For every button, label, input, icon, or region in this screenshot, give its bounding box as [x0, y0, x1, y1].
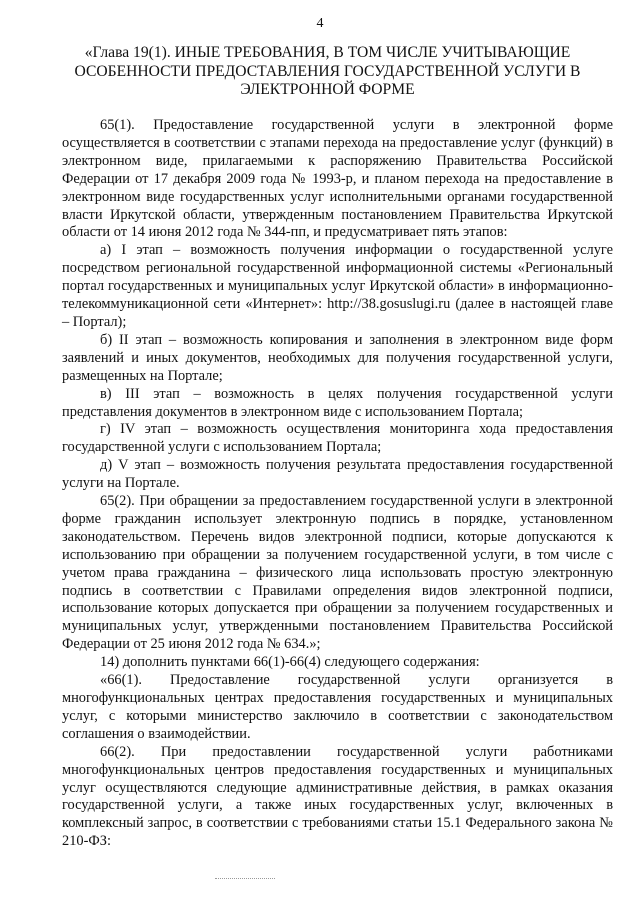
paragraph-65-2: 65(2). При обращении за предоставлением государственной услуги в электронной форме гражданин использует электронную подпись в порядке, установленном законодательством. Перечень видов электронной подписи, которые допускаются к использованию при обращении за получением государственной услуги, в том числе с учетом права гражданина – физического лица использовать простую электронную подпись в соответствии с Правилами определения видов электронной подписи, использование которых допускается при обращении за получением государственных и муниципальных услуг, утвержденными постановлением Правительства Российской Федерации от 25 июня 2012 года № 634.»;: [62, 493, 613, 653]
list-item-stage-5: д) V этап – возможность получения результата предоставления государственной услуги на Портале.: [62, 457, 613, 492]
list-item-stage-1: а) I этап – возможность получения информации о государственной услуге посредством региональной государственной информационной системы «Региональный портал государственных и муниципальных услуг Иркутской области» в информационно-телекоммуникационной сети «Интернет»: http://38.gosuslugi.ru (далее в настоящей главе – Портал);: [62, 242, 613, 330]
list-item-stage-2: б) II этап – возможность копирования и заполнения в электронном виде форм заявлений и иных документов, необходимых для получения государственной услуги, размещенных на Портале;: [62, 331, 613, 384]
paragraph-66-2: 66(2). При предоставлении государственной услуги работниками многофункциональных центров предоставления государственных и муниципальных услуг осуществляются следующие административные действия, в рамках оказания государственной услуги, а также иных государственных услуг, включенных в комплексный запрос, в соответствии с требованиями статьи 15.1 Федерального закона № 210-ФЗ:: [62, 743, 613, 850]
list-item-stage-3: в) III этап – возможность в целях получения государственной услуги представления документов в электронном виде с использованием Портала;: [62, 385, 613, 420]
paragraph-item-14: 14) дополнить пунктами 66(1)-66(4) следующего содержания:: [100, 654, 480, 671]
document-body: [62, 117, 613, 851]
paragraph-66-1: «66(1). Предоставление государственной услуги организуется в многофункциональных центрах предоставления государственных и муниципальных услуг, с которыми министерство заключило в соответствии с законодательством соглашения о взаимодействии.: [62, 672, 613, 742]
chapter-title: «Глава 19(1). ИНЫЕ ТРЕБОВАНИЯ, В ТОМ ЧИСЛЕ УЧИТЫВАЮЩИЕ ОСОБЕННОСТИ ПРЕДОСТАВЛЕНИЯ ГОСУДАРСТВЕННОЙ УСЛУГИ В ЭЛЕКТРОННОЙ ФОРМЕ: [74, 44, 581, 98]
footer-rule: [215, 878, 275, 879]
paragraph-65-1: 65(1). Предоставление государственной услуги в электронной форме осуществляется в соответствии с этапами перехода на предоставление услуг (функций) в электронном виде, прилагаемыми к распоряжению Правительства Российской Федерации от 17 декабря 2009 года № 1993-р, и планом перехода на предоставление в электронном виде государственных услуг исполнительными органами государственной власти Иркутской области, утвержденным постановлением Правительства Иркутской области от 14 июня 2012 года № 344-пп, и предусматривает пять этапов:: [62, 117, 613, 241]
list-item-stage-4: г) IV этап – возможность осуществления мониторинга хода предоставления государственной услуги с использованием Портала;: [62, 421, 613, 456]
page-number: 4: [316, 16, 324, 31]
